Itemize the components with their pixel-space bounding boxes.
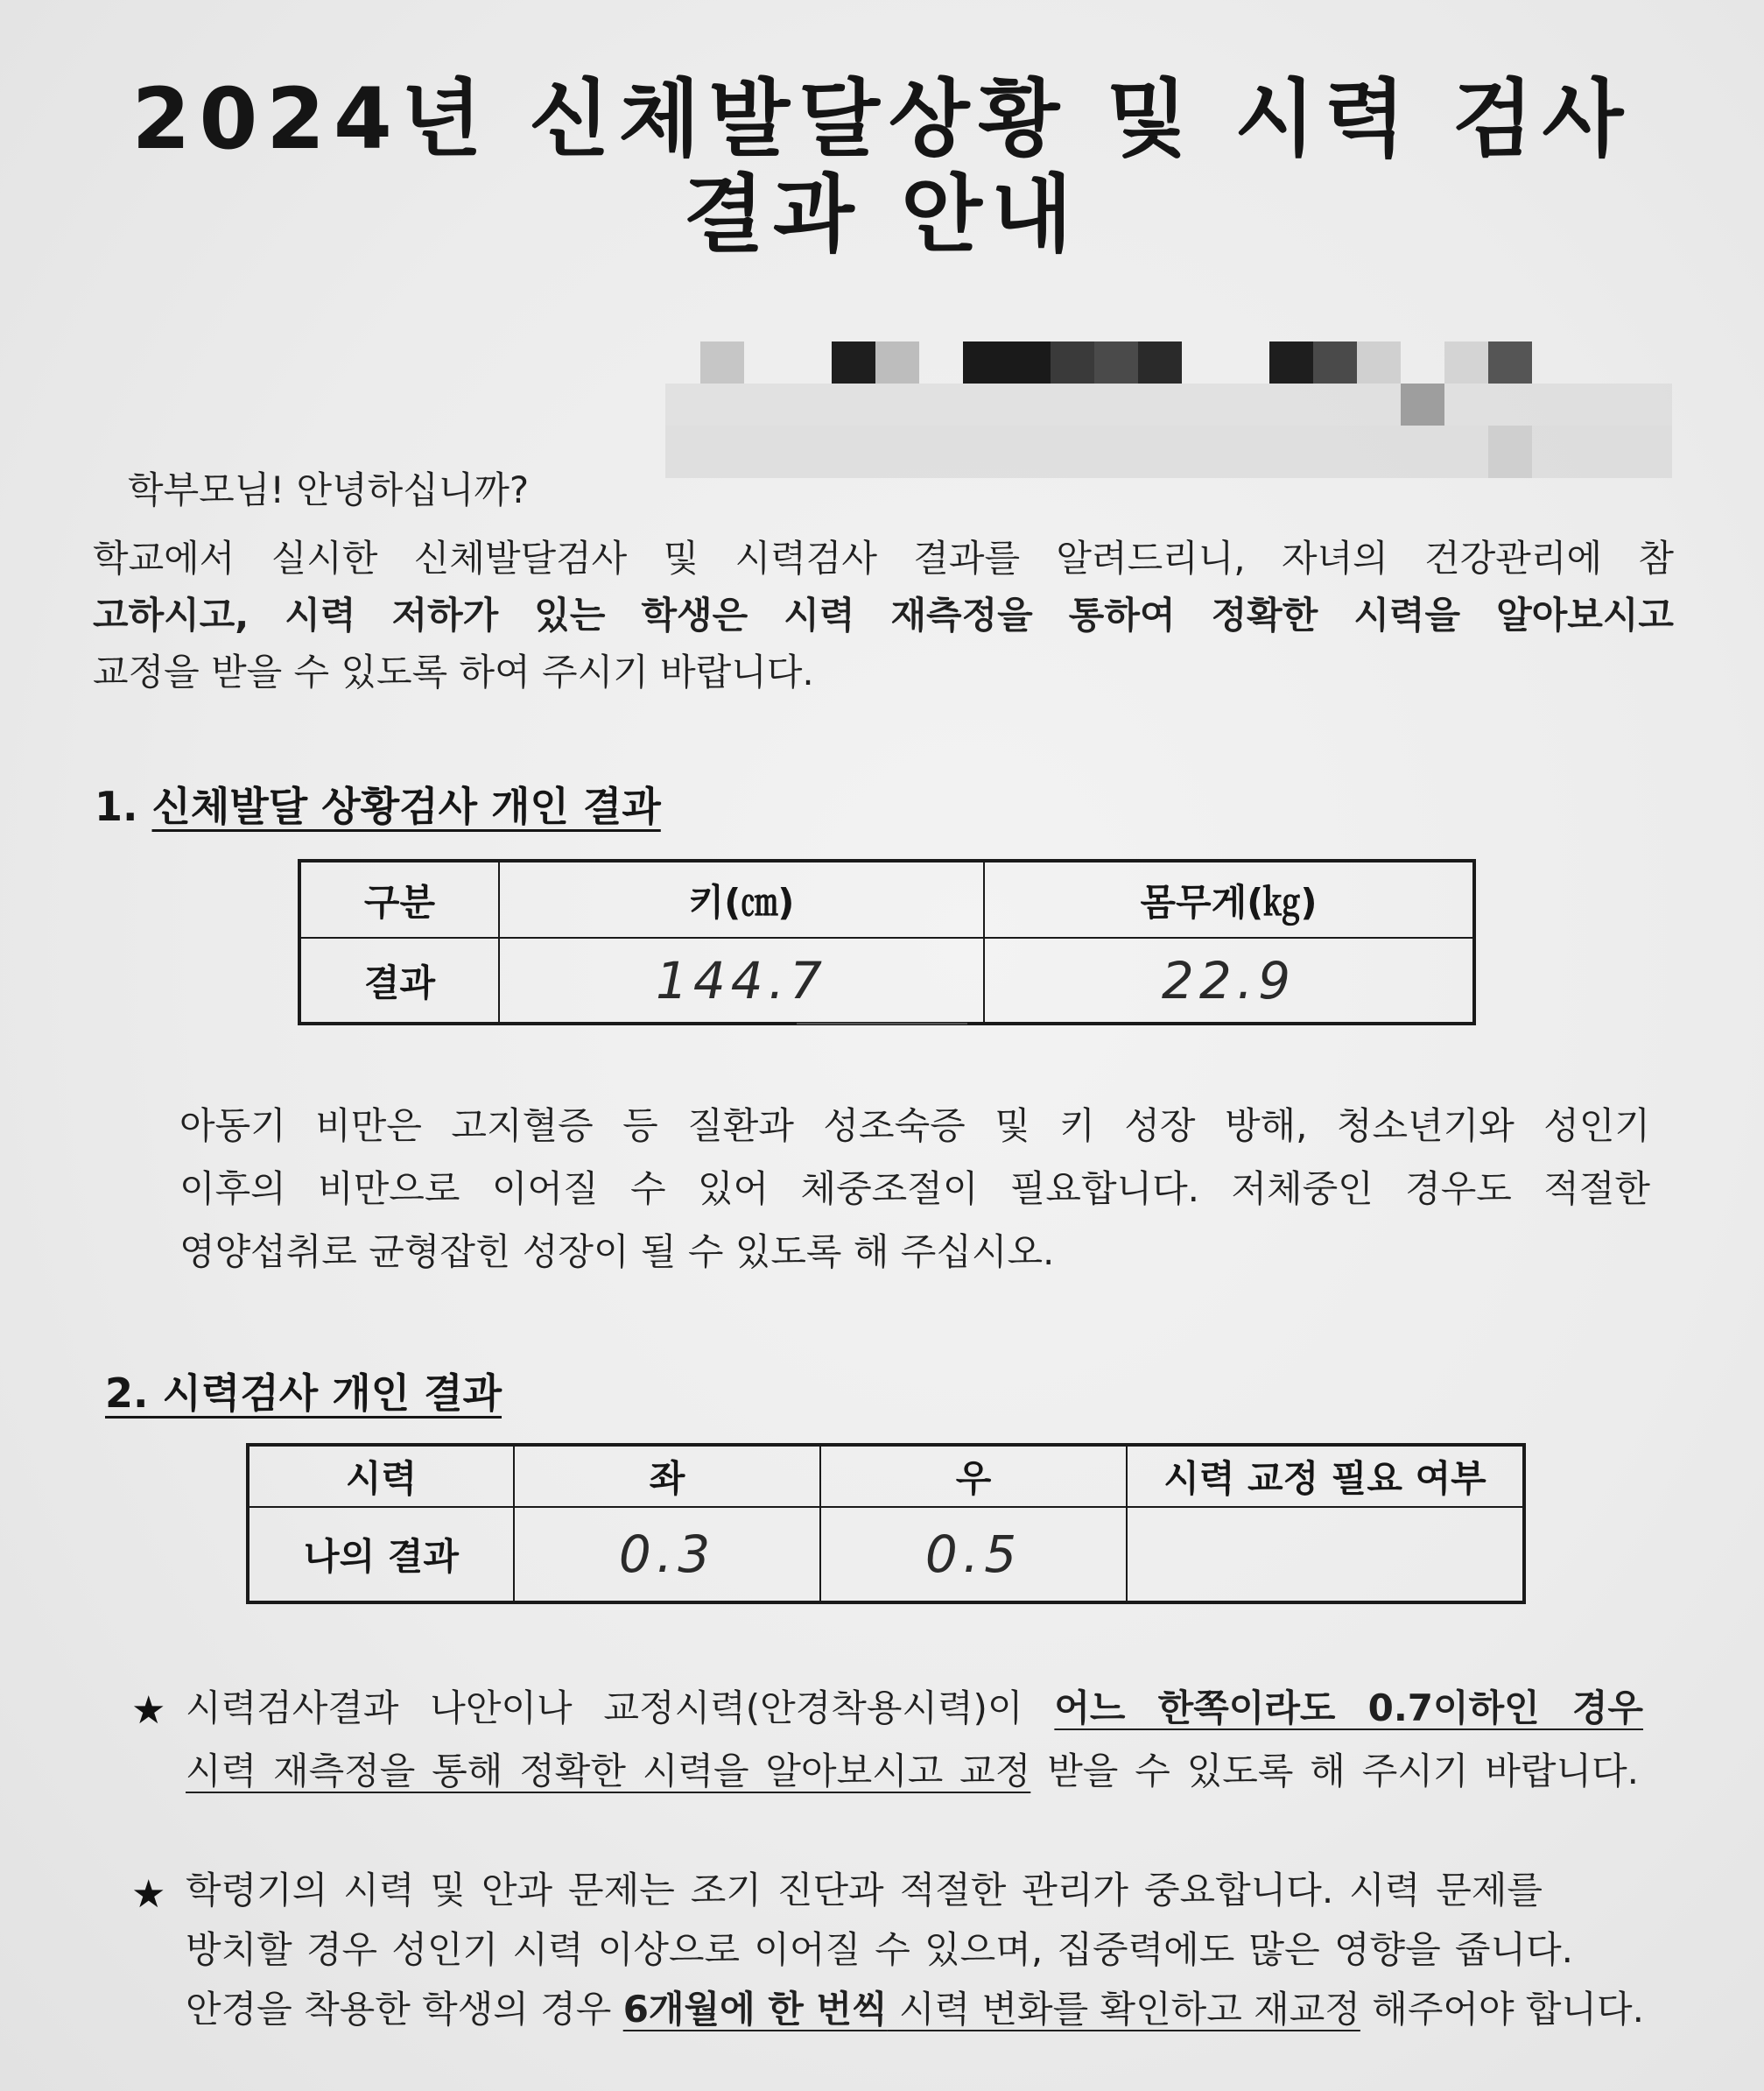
header-category: 구분 bbox=[299, 861, 499, 938]
bullet1-line-1 bbox=[186, 1686, 1644, 1729]
header-correction-needed: 시력 교정 필요 여부 bbox=[1127, 1445, 1524, 1507]
bullet2-underlined: 시력 변화를 확인하고 재교정 bbox=[887, 1988, 1360, 2031]
obesity-note-line-1: 아동기 비만은 고지혈증 등 질환과 성조숙증 및 키 성장 방해, 청소년기와 성인기 bbox=[179, 1104, 1650, 1147]
body-measurement-table bbox=[298, 859, 1476, 1025]
table-header-row bbox=[248, 1445, 1524, 1507]
table-row bbox=[248, 1507, 1524, 1602]
bullet2-line-1: 학령기의 시력 및 안과 문제는 조기 진단과 적절한 관리가 중요합니다. 시력 문제를 bbox=[186, 1869, 1543, 1911]
section1-title: 신체발달 상황검사 개인 결과 bbox=[151, 783, 661, 830]
intro-line-3: 교정을 받을 수 있도록 하여 주시기 바랍니다. bbox=[93, 651, 814, 693]
handwritten-underline bbox=[797, 1023, 967, 1024]
star-bullet-icon: ★ bbox=[131, 1688, 166, 1733]
bullet2-line-2: 방치할 경우 성인기 시력 이상으로 이어질 수 있으며, 집중력에도 많은 영향을 줍니다. bbox=[186, 1928, 1573, 1971]
greeting-text: 학부모님! 안녕하십니까? bbox=[128, 468, 530, 511]
bullet1-underlined: 시력 재측정을 통해 정확한 시력을 알아보시고 교정 bbox=[186, 1750, 1031, 1792]
header-weight: 몸무게(㎏) bbox=[984, 861, 1474, 938]
row-label-my-result: 나의 결과 bbox=[248, 1507, 514, 1602]
weight-value: 22.9 bbox=[984, 938, 1474, 1024]
section2-number: 2. bbox=[105, 1369, 149, 1417]
bullet1-emphasis: 어느 한쪽이라도 0.7이하인 경우 bbox=[1054, 1686, 1644, 1729]
header-left-eye: 좌 bbox=[514, 1445, 820, 1507]
table-row bbox=[299, 938, 1474, 1024]
star-bullet-icon: ★ bbox=[131, 1872, 166, 1917]
obesity-note-line-2: 이후의 비만으로 이어질 수 있어 체중조절이 필요합니다. 저체중인 경우도 적절한 bbox=[179, 1167, 1650, 1210]
bullet1-line-2 bbox=[186, 1750, 1639, 1792]
intro-line-1: 학교에서 실시한 신체발달검사 및 시력검사 결과를 알려드리니, 자녀의 건강관리에 참 bbox=[93, 537, 1674, 580]
table-header-row bbox=[299, 861, 1474, 938]
bullet1-tail: 받을 수 있도록 해 주시기 바랍니다. bbox=[1030, 1750, 1639, 1792]
bullet2-line-3 bbox=[186, 1988, 1644, 2031]
bullet2-tail: 해주어야 합니다. bbox=[1360, 1988, 1644, 2031]
section2-title: 시력검사 개인 결과 bbox=[162, 1369, 502, 1417]
right-eye-value: 0.5 bbox=[820, 1507, 1127, 1602]
height-value: 144.7 bbox=[499, 938, 984, 1024]
section1-number: 1. bbox=[95, 783, 138, 830]
intro-line-2: 고하시고, 시력 저하가 있는 학생은 시력 재측정을 통하여 정확한 시력을 알아보시고 bbox=[93, 594, 1674, 637]
obesity-note-line-3: 영양섭취로 균형잡힌 성장이 될 수 있도록 해 주십시오. bbox=[179, 1230, 1055, 1273]
document-title-line1: 2024년 신체발달상황 및 시력 검사 bbox=[131, 70, 1633, 168]
section2-heading bbox=[105, 1369, 502, 1417]
redacted-info-block bbox=[665, 320, 1672, 495]
bullet1-text: 시력검사결과 나안이나 교정시력(안경착용시력)이 bbox=[186, 1686, 1055, 1729]
header-height: 키(㎝) bbox=[499, 861, 984, 938]
vision-test-table bbox=[246, 1443, 1526, 1604]
document-title-line2: 결과 안내 bbox=[683, 165, 1081, 264]
row-label-result: 결과 bbox=[299, 938, 499, 1024]
correction-needed-value bbox=[1127, 1507, 1524, 1602]
header-right-eye: 우 bbox=[820, 1445, 1127, 1507]
left-eye-value: 0.3 bbox=[514, 1507, 820, 1602]
section1-heading bbox=[95, 783, 661, 830]
header-vision: 시력 bbox=[248, 1445, 514, 1507]
bullet2-text: 안경을 착용한 학생의 경우 bbox=[186, 1988, 623, 2031]
bullet2-emphasis: 6개월에 한 번씩 bbox=[622, 1988, 888, 2031]
